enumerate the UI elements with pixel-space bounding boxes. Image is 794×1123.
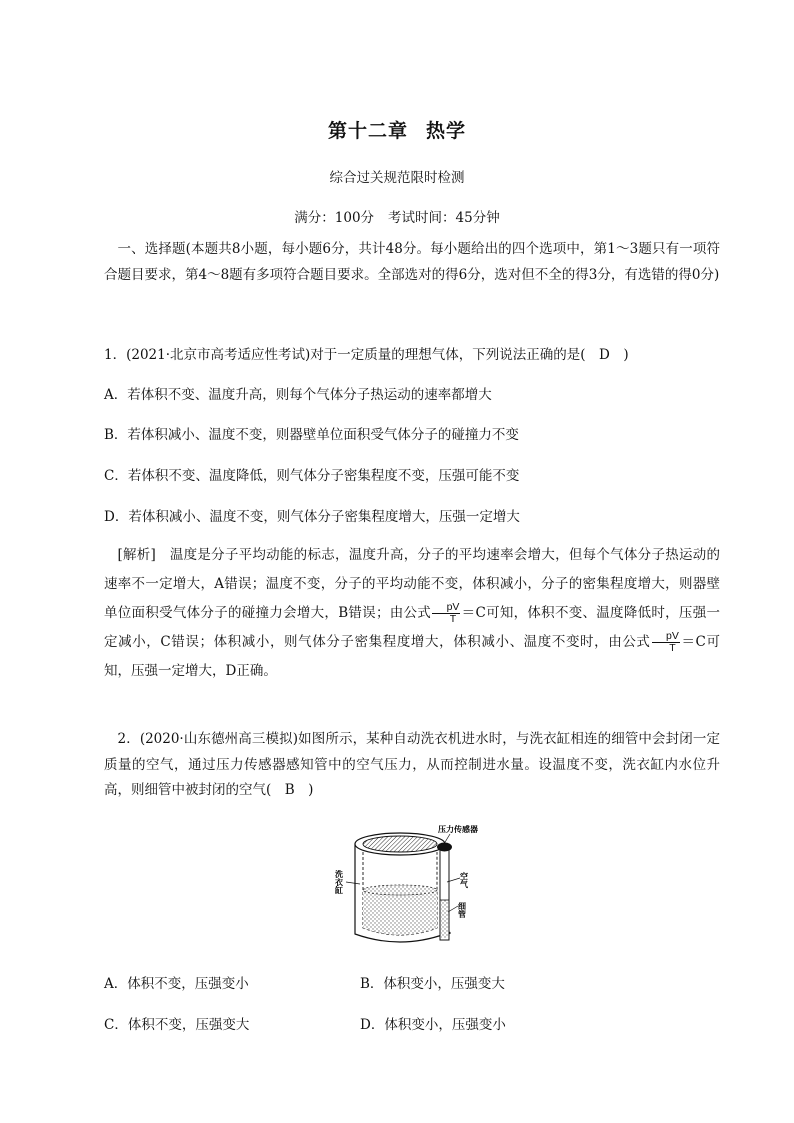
- section-intro: 一、选择题(本题共8小题，每小题6分，共计48分。每小题给出的四个选项中，第1～3题只有一项符合题目要求，第4～8题有多项符合题目要求。全部选对的得6分，选对但不全的得3分，有选错的得0分): [104, 241, 720, 283]
- analysis-text-1: [解析] 温度是分子平均动能的标志，温度升高，分子的平均速率会增大，但每个气体分子热运动的速率不一定增大，A错误；温度不变，分子的平均动能不变，体积减小，分子的密集程度增大，则器壁单位面积受气体分子的碰撞力会增大，B错误；由公式: [104, 547, 720, 621]
- formula-numerator-2: pV: [652, 631, 680, 643]
- question-1-analysis: [104, 541, 720, 686]
- question-1-option-c: C．若体积不变、温度降低，则气体分子密集程度不变，压强可能不变: [104, 468, 520, 484]
- formula-denominator-2: T: [669, 642, 676, 654]
- chapter-topic: 热学: [426, 120, 467, 142]
- label-tub: 洗衣缸: [334, 870, 344, 894]
- label-thin-tube: 细管: [457, 902, 467, 918]
- chapter-title: [0, 116, 794, 143]
- tub-opening: [363, 836, 437, 852]
- question-2-option-c: C．体积不变，压强变大: [104, 1017, 250, 1033]
- exam-time: 考试时间：45分钟: [388, 210, 500, 226]
- chapter-number: 第十二章: [327, 120, 408, 142]
- question-2-option-a: A．体积不变，压强变小: [104, 976, 249, 992]
- formula-denominator: T: [449, 613, 457, 625]
- formula-pv-over-t: [432, 602, 460, 625]
- question-2-option-b: B．体积变小，压强变大: [360, 976, 505, 992]
- analysis-text-2: ＝C可知，体积不变、温度降低时，压强一定减小，C错误；体积减小，则气体分子密集程度增大，体积减小、温度不变时，由公式: [104, 605, 720, 650]
- exam-meta: [0, 206, 794, 226]
- question-1-option-a: A．若体积不变、温度升高，则每个气体分子热运动的速率都增大: [104, 387, 492, 403]
- formula-pv-over-t-2: [652, 631, 680, 654]
- test-subtitle: 综合过关规范限时检测: [329, 170, 465, 186]
- question-2-stem: 2．(2020·山东德州高三模拟)如图所示，某种自动洗衣机进水时，与洗衣缸相连的细管中会封闭一定质量的空气，通过压力传感器感知管中的空气压力，从而控制进水量。设温度不变，洗衣缸内水位升高，则细管中被封闭的空气( B ): [104, 731, 720, 798]
- question-1-option-b: B．若体积减小、温度不变，则器壁单位面积受气体分子的碰撞力不变: [104, 427, 519, 443]
- formula-numerator: pV: [432, 602, 460, 614]
- tube-water: [441, 900, 448, 938]
- tub-water: [363, 890, 437, 935]
- full-score: 满分：100分: [294, 210, 375, 226]
- washing-machine-diagram: [330, 822, 495, 954]
- pressure-sensor: [438, 843, 452, 851]
- washing-machine-figure: [330, 822, 495, 954]
- label-pressure-sensor: 压力传感器: [438, 825, 478, 834]
- question-1-stem: 1．(2021·北京市高考适应性考试)对于一定质量的理想气体，下列说法正确的是( D ): [104, 347, 629, 363]
- label-air: 空气: [459, 872, 469, 888]
- question-2-option-d: D．体积变小，压强变小: [360, 1017, 506, 1033]
- analysis-text-3: ＝C可知，压强一定增大，D正确。: [104, 634, 720, 679]
- question-1-option-d: D．若体积减小、温度不变，则气体分子密集程度增大，压强一定增大: [104, 509, 520, 525]
